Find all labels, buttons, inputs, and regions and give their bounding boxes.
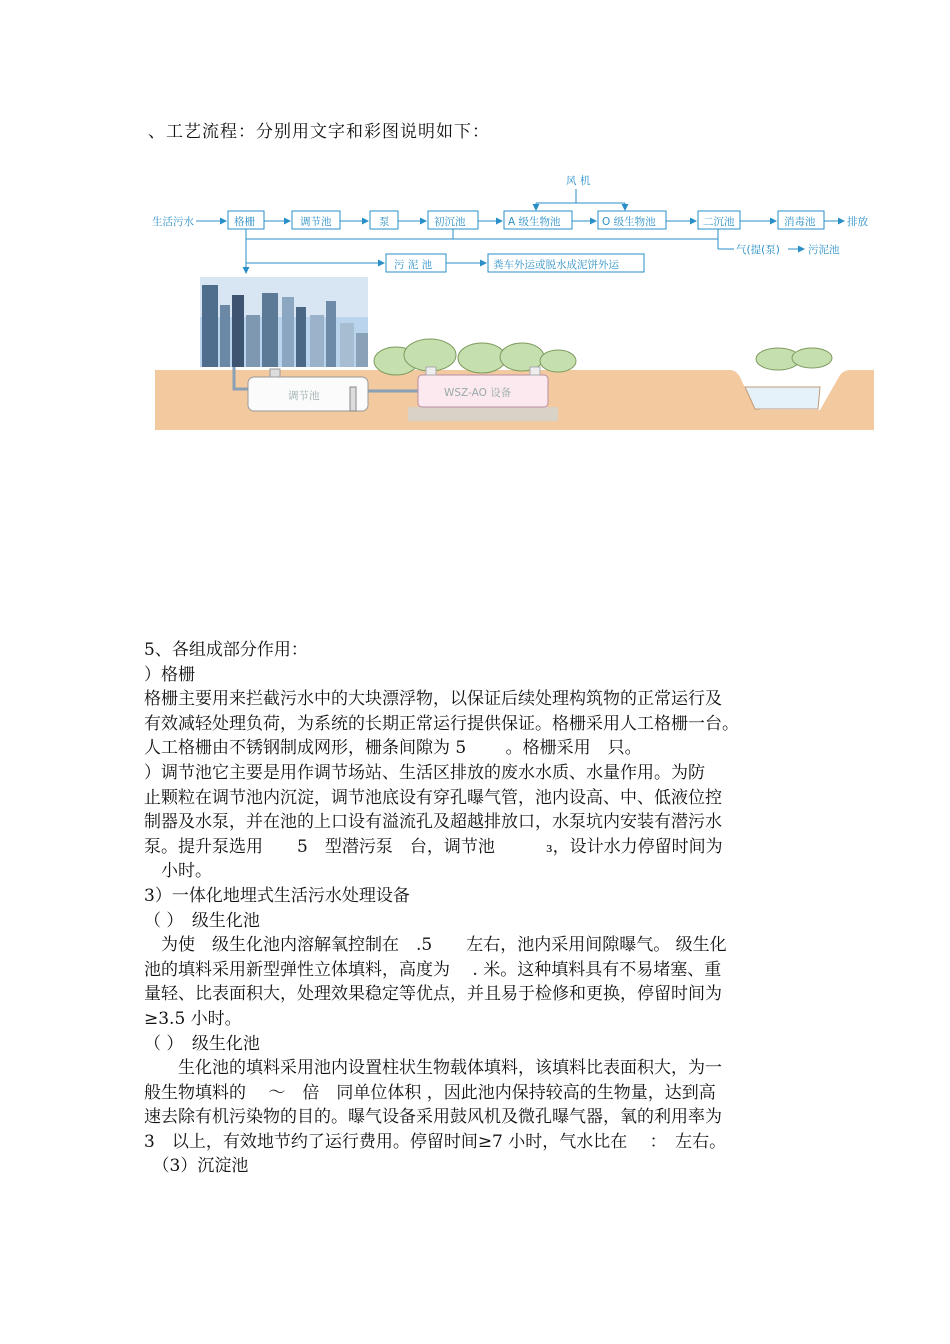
text-line: 速去除有机污染物的目的。曝气设备采用鼓风机及微孔曝气器，氧的利用率为 [144,1107,722,1128]
text-line: ）格栅 [144,664,195,685]
node-primary-settling: 初沉池 [434,216,466,228]
node-sludge-pool: 污 泥 池 [394,259,433,271]
tank-label: 调节池 [288,390,320,402]
bushes [374,339,832,375]
text-line: 生化池的填料采用池内设置柱状生物载体填料，该填料比表面积大，为一 [144,1058,722,1079]
flow-input-label: 生活污水 [152,216,194,228]
text-line: 3 以上，有效地节约了运行费用。停留时间≥7 小时，气水比在 ： 左右。 [144,1131,727,1152]
node-grid: 格栅 [234,216,255,228]
node-truck-transport: 粪车外运或脱水成泥饼外运 [493,259,619,271]
air-lift-label: 气(提(泵) [736,244,780,256]
text-line: ≥3.5 小时。 [144,1008,242,1029]
text-line: 5、各组成部分作用： [144,640,308,660]
text-line: 泵。提升泵选用 5 型潜污泵 台，调节池 ₃，设计水力停留时间为 [144,836,723,857]
equipment-label: WSZ-AO 设备 [444,387,512,399]
text-line: 人工格栅由不锈钢制成网形，栅条间隙为 5 。格栅采用 只。 [144,738,642,759]
node-a-bio-tank: A 级生物池 [508,216,561,228]
text-line: 池的填料采用新型弹性立体填料，高度为 . 米。这种填料具有不易堵塞、重 [144,959,722,980]
fan-label: 风 机 [566,175,591,187]
process-flow-svg [150,165,878,435]
text-line: （ ） 级生化池 [144,1033,260,1054]
text-line: 有效减轻处理负荷，为系统的长期正常运行提供保证。格栅采用人工格栅一台。 [144,713,739,734]
text-line: （ ） 级生化池 [144,910,260,931]
node-pump: 泵 [379,216,390,228]
node-disinfection: 消毒池 [784,216,816,228]
node-secondary-settling: 二沉池 [703,216,735,228]
node-o-bio-tank: O 级生物池 [602,216,656,228]
text-line: （3）沉淀池 [144,1156,249,1177]
text-line: ）调节池它主要是用作调节场站、生活区排放的废水水质、水量作用。为防 [144,762,705,783]
text-line: 制器及水泵，并在池的上口设有溢流孔及超越排放口，水泵坑内安装有潜污水 [144,812,722,833]
process-flow-figure [150,165,878,435]
text-line: 般生物填料的 ～ 倍 同单位体积 ，因此池内保持较高的生物量，达到高 [144,1082,716,1103]
text-line: 小时。 [144,861,212,882]
city-skyline-picture [200,277,368,367]
text-line: 量轻、比表面积大，处理效果稳定等优点，并且易于检修和更换，停留时间为 [144,984,722,1005]
flow-output-label: 排放 [847,216,868,228]
text-line: 为使 级生化池内溶解氧控制在 .5 左右，池内采用间隙曝气。 级生化 [144,935,727,956]
section-heading: 、工艺流程：分别用文字和彩图说明如下： [148,122,490,142]
sludge-tank-label: 污泥池 [808,244,840,256]
text-line: 止颗粒在调节池内沉淀，调节池底设有穿孔曝气管，池内设高、中、低液位控 [144,787,722,808]
text-line: 3）一体化地埋式生活污水处理设备 [144,885,410,906]
node-regulating-tank: 调节池 [300,216,332,228]
text-line: 格栅主要用来拦截污水中的大块漂浮物，以保证后续处理构筑物的正常运行及 [144,689,722,710]
body-text [144,638,794,1179]
